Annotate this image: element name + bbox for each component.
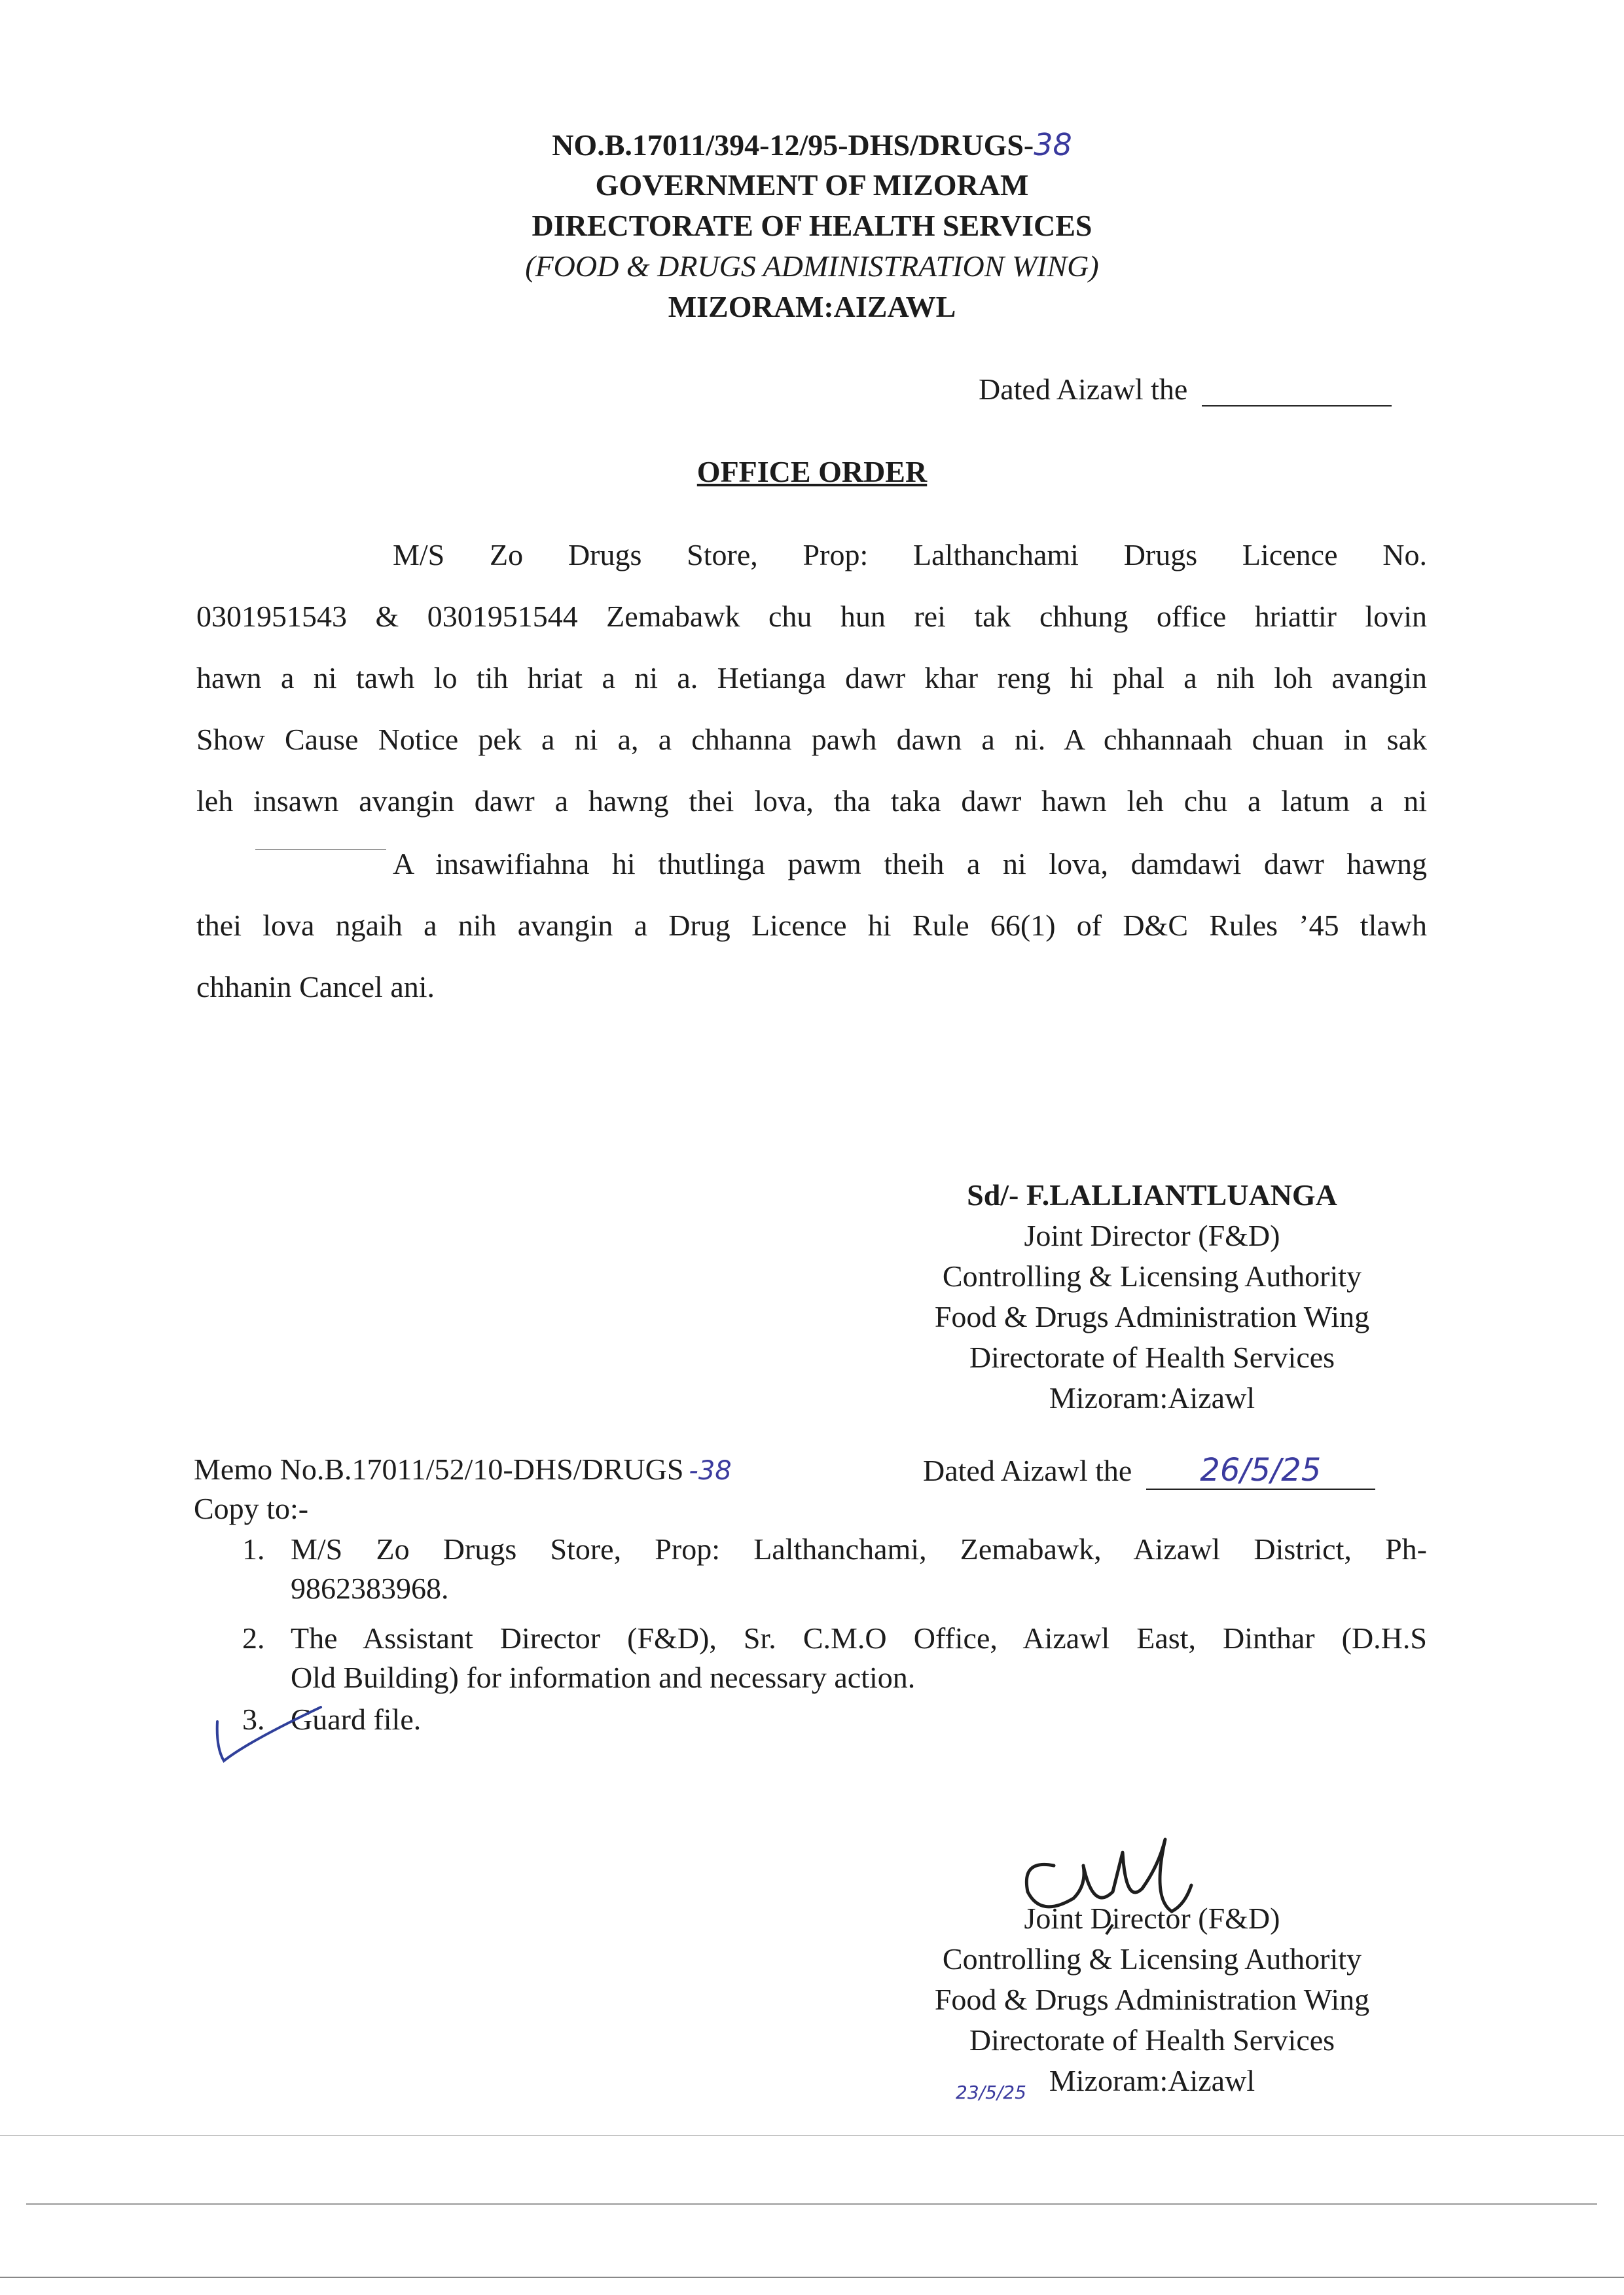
- copy-item-3-line-1: Guard file.: [291, 1703, 422, 1736]
- handwritten-ref: 38: [1034, 127, 1072, 162]
- scan-rule-1: [0, 2135, 1624, 2136]
- reference-number: NO.B.17011/394-12/95-DHS/DRUGS-38: [552, 127, 1072, 162]
- sig1-line-5: Mizoram:Aizawl: [1049, 1381, 1255, 1415]
- copy-to-label: Copy to:-: [194, 1492, 309, 1525]
- place-heading: MIZORAM:AIZAWL: [668, 290, 956, 323]
- sig2-line-4: Directorate of Health Services: [969, 2023, 1335, 2057]
- body-line-8: chhanin Cancel ani.: [196, 970, 435, 1003]
- memo-date-field: [1146, 1452, 1375, 1490]
- sig2-line-5: Mizoram:Aizawl: [1049, 2064, 1255, 2097]
- copy-item-1-line-2: 9862383968.: [291, 1572, 449, 1605]
- wing-heading: (FOOD & DRUGS ADMINISTRATION WING): [525, 249, 1099, 283]
- sig1-line-4: Directorate of Health Services: [969, 1341, 1335, 1374]
- signature2-designation: [884, 1898, 1420, 2101]
- copy-item-2-line-1: The Assistant Director (F&D), Sr. C.M.O Office, Aizawl East, Dinthar (D.H.S: [291, 1621, 1427, 1655]
- sig1-line-2: Controlling & Licensing Authority: [942, 1259, 1362, 1293]
- checkmark-icon: [209, 1695, 327, 1774]
- sig2-line-3: Food & Drugs Administration Wing: [934, 1983, 1370, 2016]
- office-order-title: OFFICE ORDER: [696, 455, 928, 488]
- memo-handwritten: -38: [689, 1456, 732, 1486]
- body-line-5: leh insawn avangin dawr a hawng thei lova, tha taka dawr hawn leh chu a latum a ni: [196, 784, 1427, 818]
- sig2-line-2: Controlling & Licensing Authority: [942, 1942, 1362, 1976]
- body-line-4: Show Cause Notice pek a ni a, a chhanna pawh dawn a ni. A chhannaah chuan in sak: [196, 723, 1427, 756]
- sig1-line-3: Food & Drugs Administration Wing: [934, 1300, 1370, 1333]
- memo-dated: Dated Aizawl the 26/5/25: [923, 1452, 1375, 1490]
- memo-number: Memo No.B.17011/52/10-DHS/DRUGS -38: [194, 1453, 732, 1486]
- dated-line: Dated Aizawl the: [979, 372, 1392, 407]
- body-line-6: A insawifiahna hi thutlinga pawm theih a ni lova, damdawi dawr hawng: [393, 847, 1427, 880]
- signature1-designation: [884, 1216, 1420, 1419]
- scan-mark: [255, 849, 386, 850]
- copy-item-1-line-1: M/S Zo Drugs Store, Prop: Lalthanchami, Zemabawk, Aizawl District, Ph-: [291, 1532, 1427, 1566]
- scan-rule-2: [26, 2203, 1597, 2205]
- copy-item-2-line-2: Old Building) for information and necessary action.: [291, 1661, 916, 1694]
- signatory-name: Sd/- F.LALLIANTLUANGA: [967, 1178, 1337, 1212]
- body-line-3: hawn a ni tawh lo tih hriat a ni a. Hetianga dawr khar reng hi phal a nih loh avangin: [196, 661, 1427, 695]
- copy-item-2-num: 2.: [242, 1621, 265, 1655]
- initial-date-handwritten: 23/5/25: [956, 2082, 1026, 2103]
- date-blank: [1202, 375, 1392, 407]
- copy-item-3-num: 3.: [242, 1703, 265, 1736]
- government-heading: GOVERNMENT OF MIZORAM: [595, 168, 1029, 202]
- scan-rule-3: [0, 2277, 1624, 2278]
- copy-item-1-num: 1.: [242, 1532, 265, 1566]
- body-line-1: M/S Zo Drugs Store, Prop: Lalthanchami Drugs Licence No.: [393, 538, 1427, 571]
- directorate-heading: DIRECTORATE OF HEALTH SERVICES: [532, 209, 1092, 242]
- body-line-7: thei lova ngaih a nih avangin a Drug Licence hi Rule 66(1) of D&C Rules ’45 tlawh: [196, 909, 1427, 942]
- sig2-line-1: Joint Director (F&D): [1024, 1902, 1280, 1935]
- sig1-line-1: Joint Director (F&D): [1024, 1219, 1280, 1252]
- memo-date-handwritten: 26/5/25: [1200, 1452, 1322, 1489]
- body-line-2: 0301951543 & 0301951544 Zemabawk chu hun rei tak chhung office hriattir lovin: [196, 600, 1427, 633]
